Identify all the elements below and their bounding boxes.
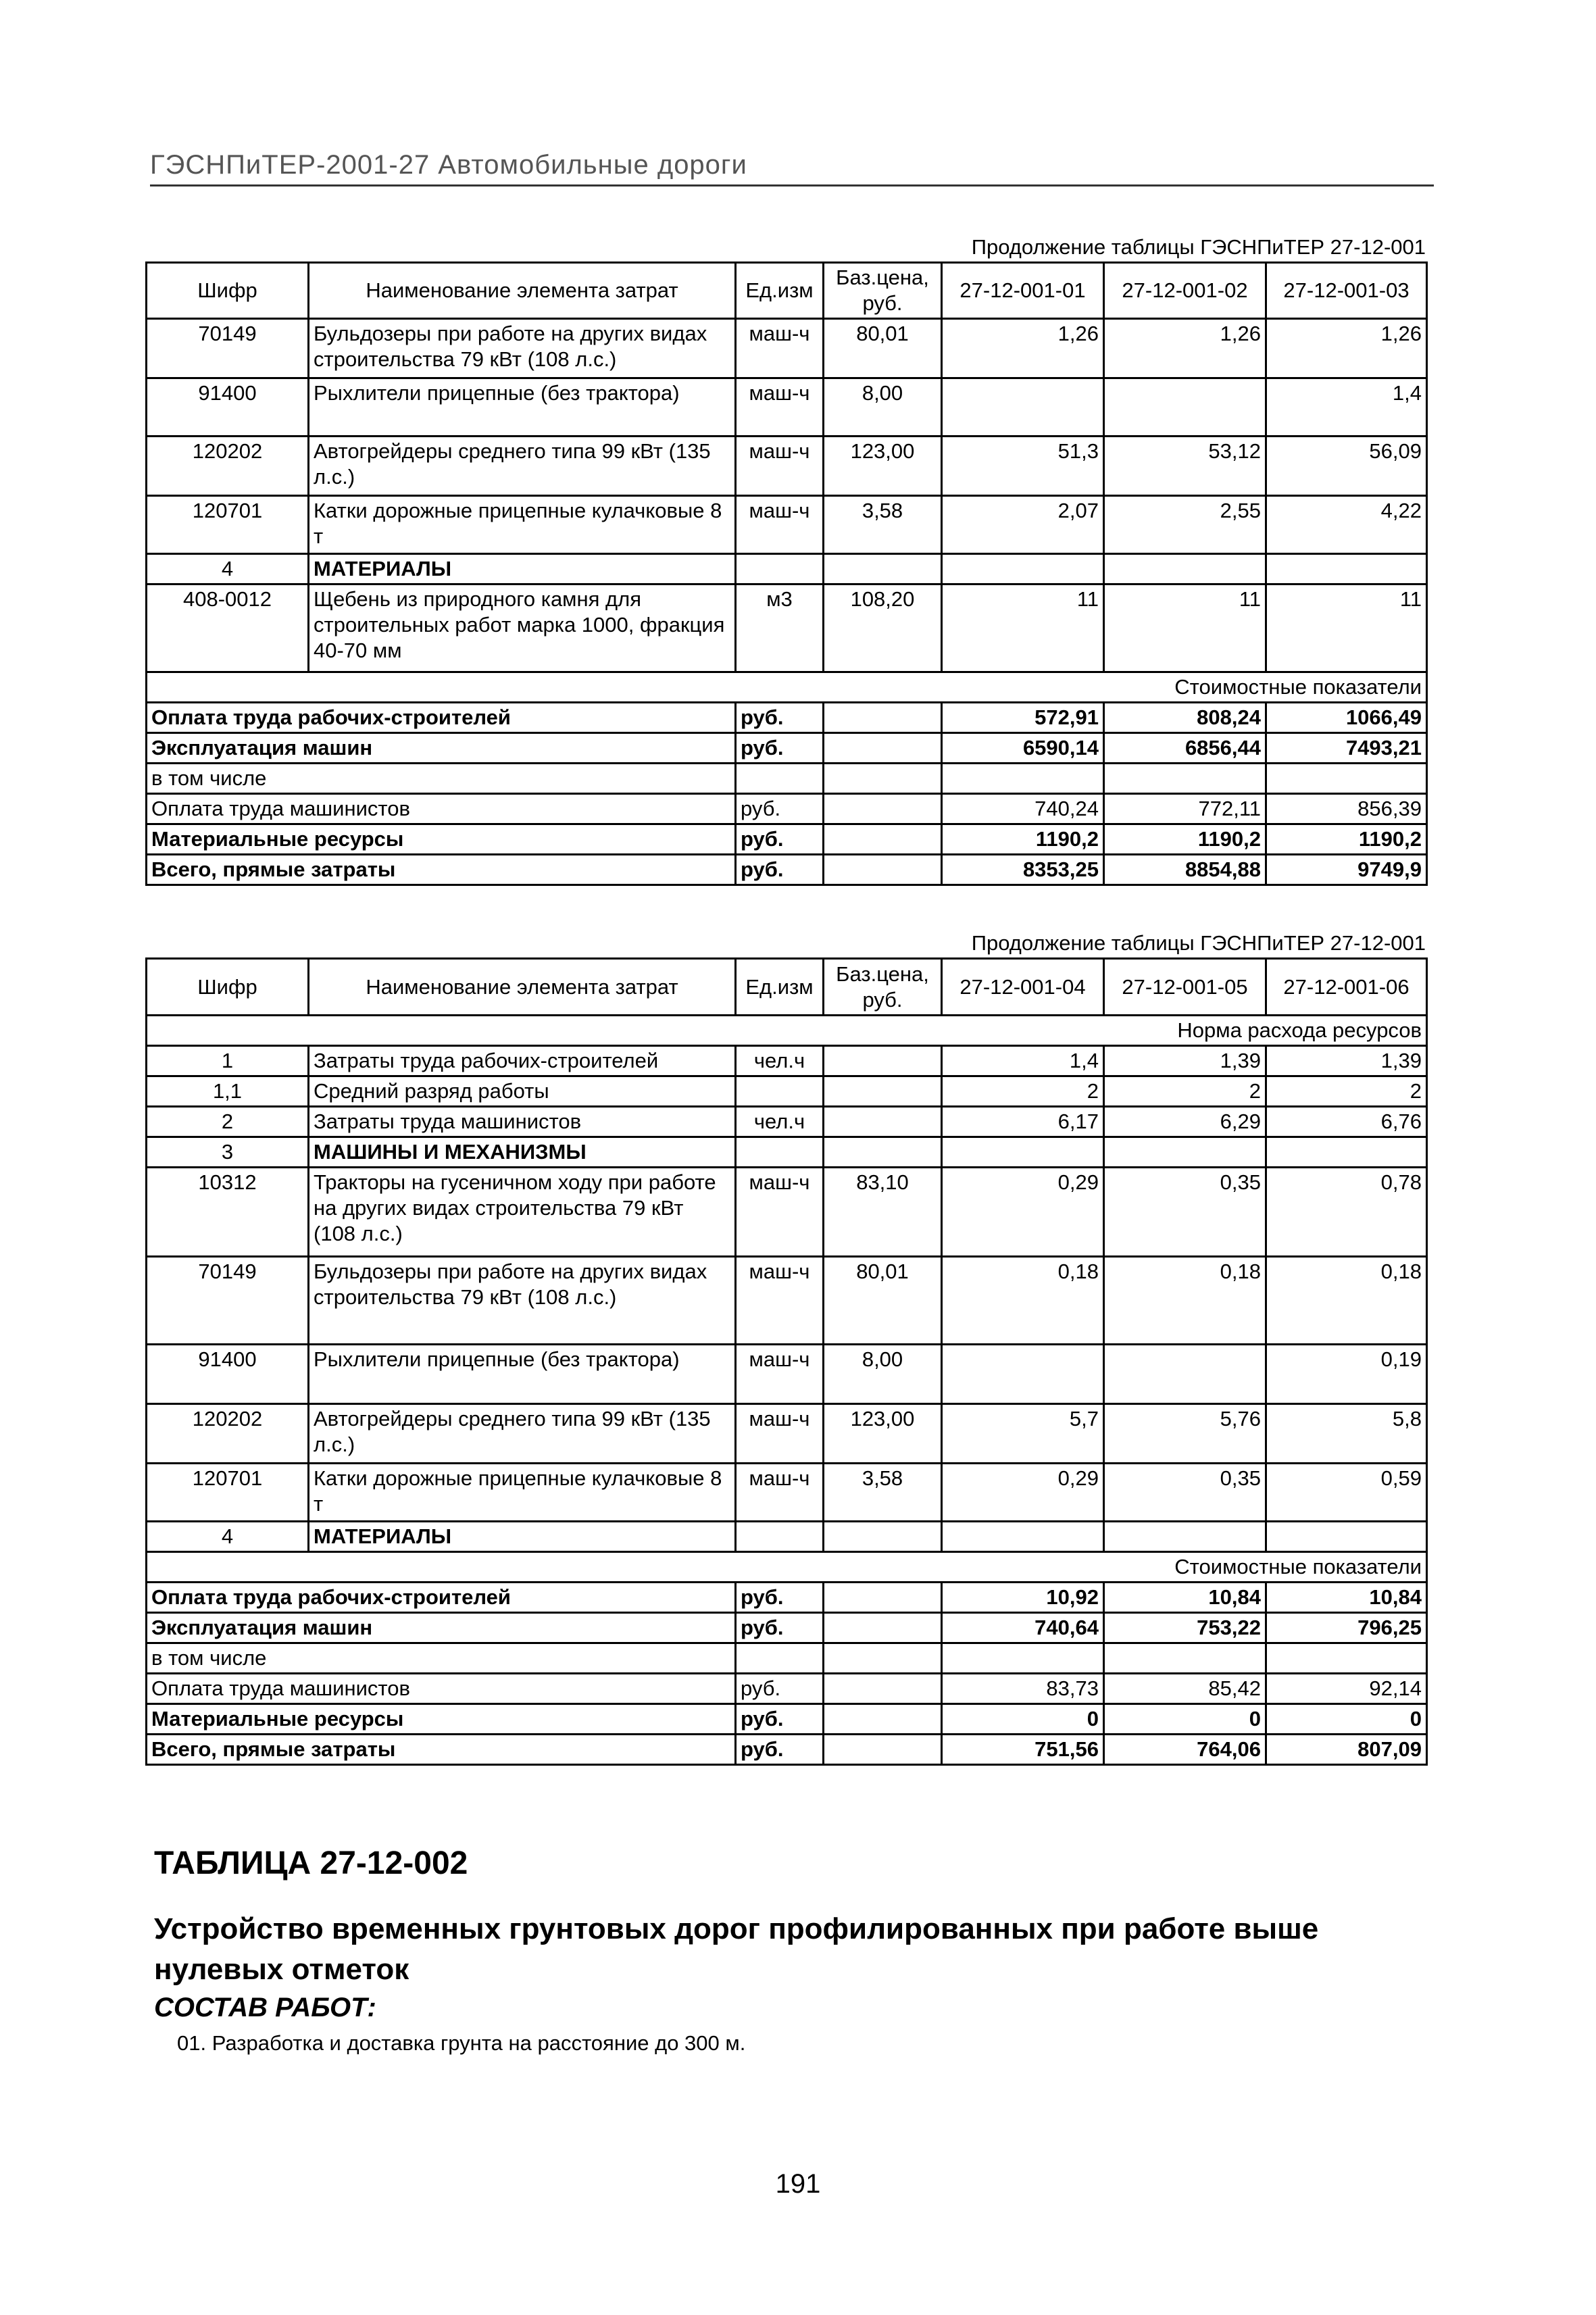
cell-value [1104,1137,1266,1168]
cell-value: 0,35 [1104,1168,1266,1257]
cell-code: 3 [147,1137,309,1168]
cell-name: Затраты труда машинистов [309,1107,736,1137]
cell-value: 4,22 [1266,496,1427,554]
summary-value: 751,56 [942,1735,1104,1765]
cell-value: 11 [942,584,1104,672]
summary-value: 1190,2 [1266,824,1427,855]
cell-unit: маш-ч [736,378,824,437]
summary-value: 753,22 [1104,1613,1266,1643]
summary-unit: руб. [736,1735,824,1765]
cell-name: Щебень из природного камня для строительных работ марка 1000, фракция 40-70 мм [309,584,736,672]
summary-unit [736,764,824,794]
running-header: ГЭСНПиТЕР-2001-27 Автомобильные дороги [150,150,1434,186]
table-row [147,584,1427,672]
section-label-row [147,1016,1427,1046]
summary-row [147,703,1427,733]
summary-unit: руб. [736,1674,824,1704]
cell-value [1104,1522,1266,1552]
summary-row [147,824,1427,855]
cell-value: 0,59 [1266,1464,1427,1522]
cell-value [942,378,1104,437]
cell-unit: маш-ч [736,319,824,378]
cell-value: 51,3 [942,437,1104,496]
summary-value: 740,24 [942,794,1104,824]
summary-unit: руб. [736,855,824,885]
summary-row-total [147,1735,1427,1765]
column-header-name: Наименование элемента затрат [309,959,736,1016]
cell-price: 80,01 [824,319,942,378]
cell-unit: маш-ч [736,1257,824,1345]
table-block-1 [145,233,1426,886]
summary-name: Всего, прямые затраты [147,855,736,885]
table-row [147,378,1427,437]
cell-value: 1,26 [942,319,1104,378]
cell-price: 123,00 [824,437,942,496]
cell-name: Затраты труда рабочих-строителей [309,1046,736,1076]
cell-price: 3,58 [824,1464,942,1522]
cell-value: 1,4 [1266,378,1427,437]
cell-value [1104,1345,1266,1404]
table-title: Устройство временных грунтовых дорог профилированных при работе выше нулевых отметок [154,1912,1319,1986]
cell-unit [736,1137,824,1168]
column-header-code-2: 27-12-001-02 [1104,263,1266,319]
cell-unit: чел.ч [736,1046,824,1076]
summary-value: 807,09 [1266,1735,1427,1765]
cell-price: 8,00 [824,378,942,437]
summary-unit: руб. [736,1613,824,1643]
summary-value: 6590,14 [942,733,1104,764]
summary-row [147,1674,1427,1704]
summary-name: Эксплуатация машин [147,733,736,764]
summary-value: 0 [1266,1704,1427,1735]
cell-value [1266,1137,1427,1168]
cell-value: 6,76 [1266,1107,1427,1137]
summary-value: 10,84 [1266,1583,1427,1613]
summary-value: 7493,21 [1266,733,1427,764]
summary-value: 10,92 [942,1583,1104,1613]
cell-value: 1,39 [1266,1046,1427,1076]
summary-value: 740,64 [942,1613,1104,1643]
summary-row [147,733,1427,764]
column-header-code-1: 27-12-001-01 [942,263,1104,319]
column-header-code: Шифр [147,959,309,1016]
summary-name: Оплата труда рабочих-строителей [147,703,736,733]
cell-value [1266,554,1427,584]
cell-value [942,1137,1104,1168]
works-heading: СОСТАВ РАБОТ: [154,1993,376,2022]
cell-code: 4 [147,1522,309,1552]
cell-price: 123,00 [824,1404,942,1464]
cell-code: 70149 [147,319,309,378]
summary-value: 92,14 [1266,1674,1427,1704]
cell-name: Рыхлители прицепные (без трактора) [309,1345,736,1404]
summary-row [147,1613,1427,1643]
cell-unit: маш-ч [736,496,824,554]
summary-unit [736,1643,824,1674]
cell-price [824,1076,942,1107]
cell-name: Катки дорожные прицепные кулачковые 8 т [309,496,736,554]
cell-price: 80,01 [824,1257,942,1345]
summary-value: 8353,25 [942,855,1104,885]
cell-code: 4 [147,554,309,584]
cell-value: 6,17 [942,1107,1104,1137]
column-header-unit: Ед.изм [736,959,824,1016]
summary-row [147,764,1427,794]
section-label-cost: Стоимостные показатели [147,672,1427,703]
cell-code: 1,1 [147,1076,309,1107]
cell-value: 0,29 [942,1168,1104,1257]
column-header-code-3: 27-12-001-03 [1266,263,1427,319]
summary-name: Материальные ресурсы [147,1704,736,1735]
cell-unit: маш-ч [736,437,824,496]
table-code-heading: ТАБЛИЦА 27-12-002 [154,1845,468,1881]
summary-name: Оплата труда машинистов [147,794,736,824]
cell-value: 5,7 [942,1404,1104,1464]
table-row [147,1046,1427,1076]
table-row [147,1345,1427,1404]
section-label-row [147,1552,1427,1583]
cell-value: 2,55 [1104,496,1266,554]
table-row [147,1404,1427,1464]
cell-price: 8,00 [824,1345,942,1404]
cell-value: 2 [1266,1076,1427,1107]
table-continuation-label: Продолжение таблицы ГЭСНПиТЕР 27-12-001 [971,931,1426,955]
table-row [147,1168,1427,1257]
summary-value: 6856,44 [1104,733,1266,764]
cell-value: 2,07 [942,496,1104,554]
column-header-code-6: 27-12-001-06 [1266,959,1427,1016]
column-header-name: Наименование элемента затрат [309,263,736,319]
cell-code: 91400 [147,1345,309,1404]
cell-value [942,1522,1104,1552]
page-number: 191 [775,2169,821,2199]
summary-name: в том числе [147,764,736,794]
cell-value: 0,18 [1266,1257,1427,1345]
summary-row [147,794,1427,824]
cell-code: 120202 [147,437,309,496]
cell-name: Бульдозеры при работе на других видах строительства 79 кВт (108 л.с.) [309,1257,736,1345]
section-label-cost: Стоимостные показатели [147,1552,1427,1583]
summary-row-total [147,855,1427,885]
cell-value: 0,18 [1104,1257,1266,1345]
cell-code: 120202 [147,1404,309,1464]
cell-value: 1,4 [942,1046,1104,1076]
summary-value: 1190,2 [1104,824,1266,855]
next-table-section [154,1845,1438,2056]
table-row [147,1257,1427,1345]
cell-value: 0,18 [942,1257,1104,1345]
summary-unit: руб. [736,733,824,764]
cell-unit: маш-ч [736,1404,824,1464]
resource-table-2 [145,957,1428,1766]
cell-value: 6,29 [1104,1107,1266,1137]
cell-value: 56,09 [1266,437,1427,496]
cell-code: 91400 [147,378,309,437]
summary-name: в том числе [147,1643,736,1674]
cell-price: 108,20 [824,584,942,672]
summary-unit: руб. [736,794,824,824]
cell-price [824,1137,942,1168]
cell-value [942,1345,1104,1404]
summary-name: Эксплуатация машин [147,1613,736,1643]
cell-code: 408-0012 [147,584,309,672]
section-label-row [147,672,1427,703]
cell-code: 1 [147,1046,309,1076]
cell-value [1104,378,1266,437]
table-row [147,437,1427,496]
summary-value: 10,84 [1104,1583,1266,1613]
cell-value: 0,35 [1104,1464,1266,1522]
cell-value: 0,78 [1266,1168,1427,1257]
table-row [147,1107,1427,1137]
summary-value: 83,73 [942,1674,1104,1704]
summary-name: Всего, прямые затраты [147,1735,736,1765]
table-row [147,1464,1427,1522]
cell-value: 5,76 [1104,1404,1266,1464]
cell-name: Тракторы на гусеничном ходу при работе на других видах строительства 79 кВт (108 л.с.) [309,1168,736,1257]
cell-name: МАТЕРИАЛЫ [309,554,736,584]
cell-price [824,1522,942,1552]
summary-value: 796,25 [1266,1613,1427,1643]
summary-value: 772,11 [1104,794,1266,824]
table-continuation-label: Продолжение таблицы ГЭСНПиТЕР 27-12-001 [971,235,1426,259]
table-row-section-heading [147,1522,1427,1552]
cell-price [824,554,942,584]
cell-code: 10312 [147,1168,309,1257]
cell-value: 2 [942,1076,1104,1107]
cell-unit [736,554,824,584]
table-row-section-heading [147,554,1427,584]
summary-value: 1190,2 [942,824,1104,855]
cell-value: 53,12 [1104,437,1266,496]
table-row [147,496,1427,554]
section-label-norm: Норма расхода ресурсов [147,1016,1427,1046]
cell-name: МАТЕРИАЛЫ [309,1522,736,1552]
cell-price: 3,58 [824,496,942,554]
cell-name: Рыхлители прицепные (без трактора) [309,378,736,437]
table-row [147,319,1427,378]
cell-name: Катки дорожные прицепные кулачковые 8 т [309,1464,736,1522]
summary-value: 0 [1104,1704,1266,1735]
summary-unit: руб. [736,1704,824,1735]
cell-unit: м3 [736,584,824,672]
cell-value [1266,1522,1427,1552]
table-block-2 [145,929,1426,1766]
cell-name: Автогрейдеры среднего типа 99 кВт (135 л.с.) [309,1404,736,1464]
column-header-code: Шифр [147,263,309,319]
cell-value [942,554,1104,584]
cell-code: 2 [147,1107,309,1137]
summary-value: 8854,88 [1104,855,1266,885]
summary-value: 0 [942,1704,1104,1735]
table-header-row [147,959,1427,1016]
summary-unit: руб. [736,824,824,855]
cell-value: 1,39 [1104,1046,1266,1076]
cell-value: 2 [1104,1076,1266,1107]
cell-value: 1,26 [1266,319,1427,378]
cell-name: МАШИНЫ И МЕХАНИЗМЫ [309,1137,736,1168]
column-header-price: Баз.цена, руб. [824,959,942,1016]
summary-name: Оплата труда рабочих-строителей [147,1583,736,1613]
cell-code: 120701 [147,1464,309,1522]
summary-unit: руб. [736,703,824,733]
cell-price [824,1107,942,1137]
cell-value: 11 [1266,584,1427,672]
summary-value: 85,42 [1104,1674,1266,1704]
cell-unit: чел.ч [736,1107,824,1137]
cell-unit [736,1076,824,1107]
cell-unit [736,1522,824,1552]
resource-table-1 [145,262,1428,886]
cell-value: 1,26 [1104,319,1266,378]
cell-unit: маш-ч [736,1464,824,1522]
cell-unit: маш-ч [736,1168,824,1257]
column-header-code-5: 27-12-001-05 [1104,959,1266,1016]
cell-value: 0,19 [1266,1345,1427,1404]
cell-name: Средний разряд работы [309,1076,736,1107]
column-header-code-4: 27-12-001-04 [942,959,1104,1016]
table-header-row [147,263,1427,319]
cell-code: 120701 [147,496,309,554]
cell-value [1104,554,1266,584]
summary-row [147,1704,1427,1735]
table-row [147,1076,1427,1107]
cell-name: Бульдозеры при работе на других видах строительства 79 кВт (108 л.с.) [309,319,736,378]
summary-value: 1066,49 [1266,703,1427,733]
summary-value: 9749,9 [1266,855,1427,885]
summary-value: 808,24 [1104,703,1266,733]
works-list-item: 01. Разработка и доставка грунта на расстояние до 300 м. [177,2031,746,2055]
cell-value: 0,29 [942,1464,1104,1522]
summary-unit: руб. [736,1583,824,1613]
summary-row [147,1643,1427,1674]
cell-value: 5,8 [1266,1404,1427,1464]
column-header-price: Баз.цена, руб. [824,263,942,319]
table-row-section-heading [147,1137,1427,1168]
cell-value: 11 [1104,584,1266,672]
summary-name: Материальные ресурсы [147,824,736,855]
summary-row [147,1583,1427,1613]
cell-unit: маш-ч [736,1345,824,1404]
summary-value: 572,91 [942,703,1104,733]
cell-code: 70149 [147,1257,309,1345]
cell-name: Автогрейдеры среднего типа 99 кВт (135 л.с.) [309,437,736,496]
summary-name: Оплата труда машинистов [147,1674,736,1704]
summary-value: 764,06 [1104,1735,1266,1765]
summary-value: 856,39 [1266,794,1427,824]
cell-price: 83,10 [824,1168,942,1257]
cell-price [824,1046,942,1076]
column-header-unit: Ед.изм [736,263,824,319]
